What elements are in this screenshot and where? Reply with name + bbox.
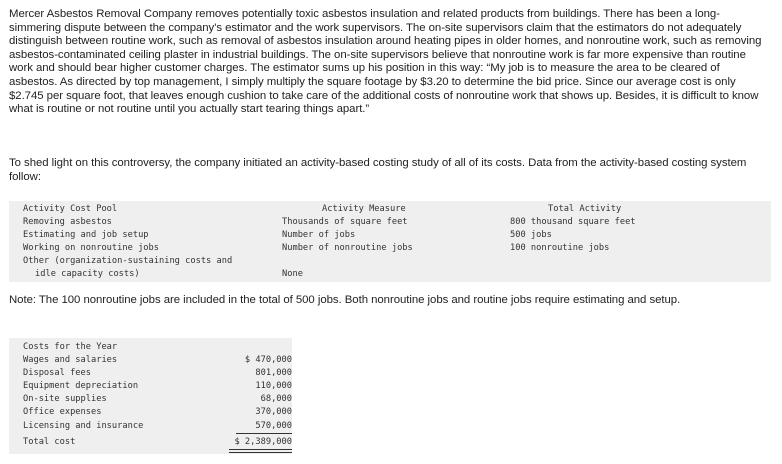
- cost-label-total: Total cost: [23, 437, 76, 447]
- total-nonroutine-jobs: 100 nonroutine jobs: [510, 243, 610, 253]
- cost-value-disposal: 801,000: [255, 368, 292, 378]
- note-paragraph: Note: The 100 nonroutine jobs are included in the total of 500 jobs. Both nonroutine jobs and routine jobs require estimating and setup.: [9, 294, 681, 306]
- measure-estimating-setup: Number of jobs: [282, 230, 356, 240]
- activity-cost-pool-table: [9, 201, 771, 282]
- costs-header: Costs for the Year: [23, 342, 118, 352]
- pool-estimating-setup: Estimating and job setup: [23, 230, 149, 240]
- intro-paragraph: Mercer Asbestos Removal Company removes potentially toxic asbestos insulation and related products from buildings. There has been a long-simmering dispute between the company's estimator and the work supervisors. The on-site supervisors claim that the estimators do not adequately distinguish between routine work, such as removal of asbestos insulation around heating pipes in older homes, and nonroutine work, such as removing asbestos-contaminated ceiling plaster in industrial buildings. The on-site supervisors believe that nonroutine work is far more expensive than routine work and should bear higher customer charges. The estimator sums up his position in this way: “My job is to measure the area to be cleared of asbestos. As directed by top management, I simply multiply the square footage by $3.20 to determine the bid price. Since our average cost is only $2.745 per square foot, that leaves enough cushion to take care of the additional costs of nonroutine work that shows up. Besides, it is difficult to know what is routine or not routine until you actually start tearing things apart.”: [9, 8, 762, 116]
- measure-nonroutine-jobs: Number of nonroutine jobs: [282, 243, 413, 253]
- subtotal-rule: [236, 433, 292, 434]
- costs-for-year-table: [9, 338, 292, 454]
- measure-other: None: [282, 269, 303, 279]
- measure-removing-asbestos: Thousands of square feet: [282, 217, 408, 227]
- cost-label-supplies: On-site supplies: [23, 394, 107, 404]
- cost-value-licensing: 570,000: [255, 421, 292, 431]
- cost-value-supplies: 68,000: [260, 394, 292, 404]
- pool-other-line1: Other (organization-sustaining costs and: [23, 256, 233, 266]
- total-removing-asbestos: 800 thousand square feet: [510, 217, 636, 227]
- cost-label-office: Office expenses: [23, 407, 102, 417]
- cost-value-depreciation: 110,000: [255, 381, 292, 391]
- pool-other-line2: idle capacity costs): [35, 269, 140, 279]
- cost-value-office: 370,000: [255, 407, 292, 417]
- cost-value-wages: $ 470,000: [244, 355, 292, 365]
- cost-label-wages: Wages and salaries: [23, 355, 118, 365]
- header-activity-measure: Activity Measure: [322, 204, 406, 214]
- header-total-activity: Total Activity: [548, 204, 622, 214]
- total-double-rule: [229, 449, 292, 453]
- study-paragraph: To shed light on this controversy, the company initiated an activity-based costing study of all of its costs. Data from the activity-based costing system follow:: [9, 157, 747, 183]
- cost-value-total: $ 2,389,000: [234, 437, 292, 447]
- pool-removing-asbestos: Removing asbestos: [23, 217, 112, 227]
- total-estimating-setup: 500 jobs: [510, 230, 552, 240]
- header-activity-cost-pool: Activity Cost Pool: [23, 204, 118, 214]
- pool-nonroutine-jobs: Working on nonroutine jobs: [23, 243, 159, 253]
- cost-label-disposal: Disposal fees: [23, 368, 91, 378]
- cost-label-depreciation: Equipment depreciation: [23, 381, 139, 391]
- cost-label-licensing: Licensing and insurance: [23, 421, 144, 431]
